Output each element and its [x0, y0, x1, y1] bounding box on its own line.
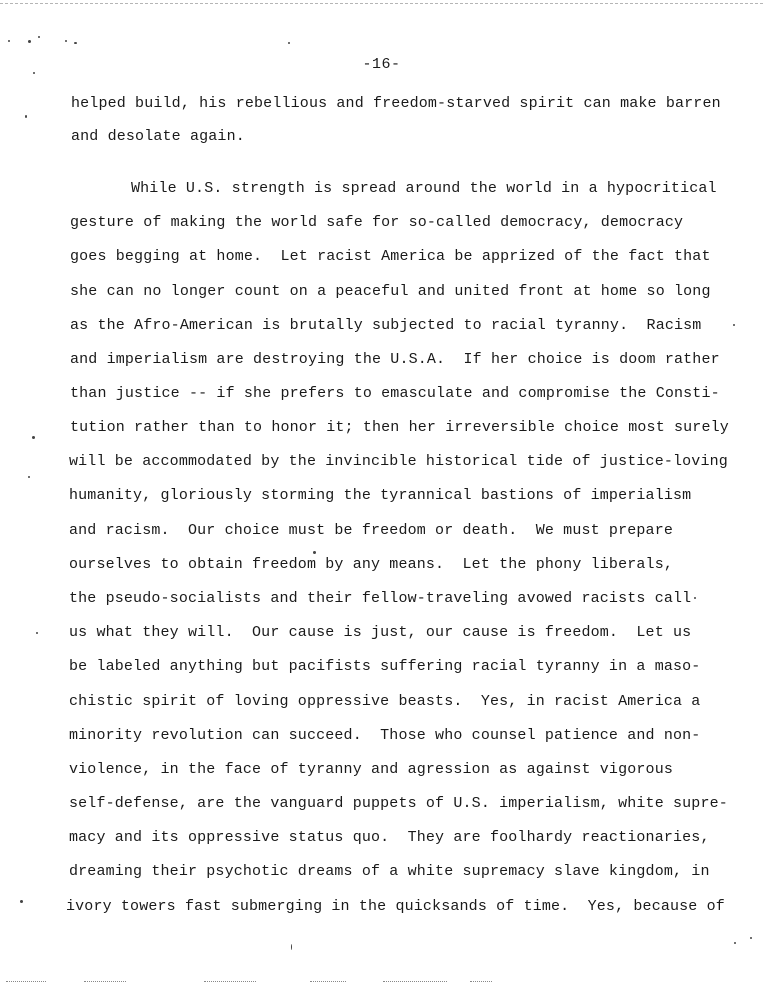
text-line: minority revolution can succeed. Those who counsel patience and non-: [69, 727, 701, 744]
text-line: will be accommodated by the invincible historical tide of justice-loving: [69, 453, 728, 470]
scan-speck: [28, 40, 31, 43]
scan-speck: [25, 115, 27, 118]
page-bottom-edge: [0, 978, 763, 986]
text-line: macy and its oppressive status quo. They are foolhardy reactionaries,: [69, 829, 710, 846]
scan-speck: [28, 476, 30, 478]
scan-speck: [74, 42, 77, 44]
text-line: violence, in the face of tyranny and agression as against vigorous: [69, 761, 673, 778]
scan-speck: [32, 436, 35, 439]
scan-speck: [36, 632, 38, 634]
scan-speck: [65, 40, 67, 42]
text-line: and racism. Our choice must be freedom or death. We must prepare: [69, 522, 673, 539]
text-line: self-defense, are the vanguard puppets of U.S. imperialism, white supre-: [69, 795, 728, 812]
scan-speck: [38, 36, 40, 38]
scan-speck: [694, 597, 696, 599]
text-line: the pseudo-socialists and their fellow-traveling avowed racists call: [69, 590, 692, 607]
text-line: gesture of making the world safe for so-called democracy, democracy: [70, 214, 684, 231]
page-number: -16-: [362, 56, 401, 73]
text-line: ourselves to obtain freedom by any means. Let the phony liberals,: [69, 556, 673, 573]
text-line: and desolate again.: [71, 128, 245, 145]
page-top-edge: [0, 3, 763, 4]
scan-speck: [20, 900, 23, 903]
text-line: as the Afro-American is brutally subjected to racial tyranny. Racism: [70, 317, 702, 334]
scan-speck: [291, 944, 292, 950]
text-line: ivory towers fast submerging in the quicksands of time. Yes, because of: [66, 898, 725, 915]
text-line: us what they will. Our cause is just, our cause is freedom. Let us: [69, 624, 692, 641]
text-line: be labeled anything but pacifists suffering racial tyranny in a maso-: [69, 658, 701, 675]
text-line: chistic spirit of loving oppressive beasts. Yes, in racist America a: [69, 693, 701, 710]
text-line: humanity, gloriously storming the tyrannical bastions of imperialism: [69, 487, 692, 504]
scan-speck: [313, 551, 316, 554]
scan-speck: [8, 40, 10, 42]
scan-speck: [288, 42, 290, 44]
scan-speck: [750, 937, 752, 939]
text-line: dreaming their psychotic dreams of a white supremacy slave kingdom, in: [69, 863, 710, 880]
text-line: While U.S. strength is spread around the world in a hypocritical: [131, 180, 717, 197]
scan-speck: [733, 324, 735, 326]
text-line: and imperialism are destroying the U.S.A. If her choice is doom rather: [70, 351, 720, 368]
scan-speck: [734, 942, 736, 944]
text-line: than justice -- if she prefers to emasculate and compromise the Consti-: [70, 385, 720, 402]
text-line: helped build, his rebellious and freedom-starved spirit can make barren: [71, 95, 721, 112]
text-line: she can no longer count on a peaceful and united front at home so long: [70, 283, 711, 300]
text-line: tution rather than to honor it; then her irreversible choice most surely: [70, 419, 729, 436]
text-line: goes begging at home. Let racist America be apprized of the fact that: [70, 248, 711, 265]
